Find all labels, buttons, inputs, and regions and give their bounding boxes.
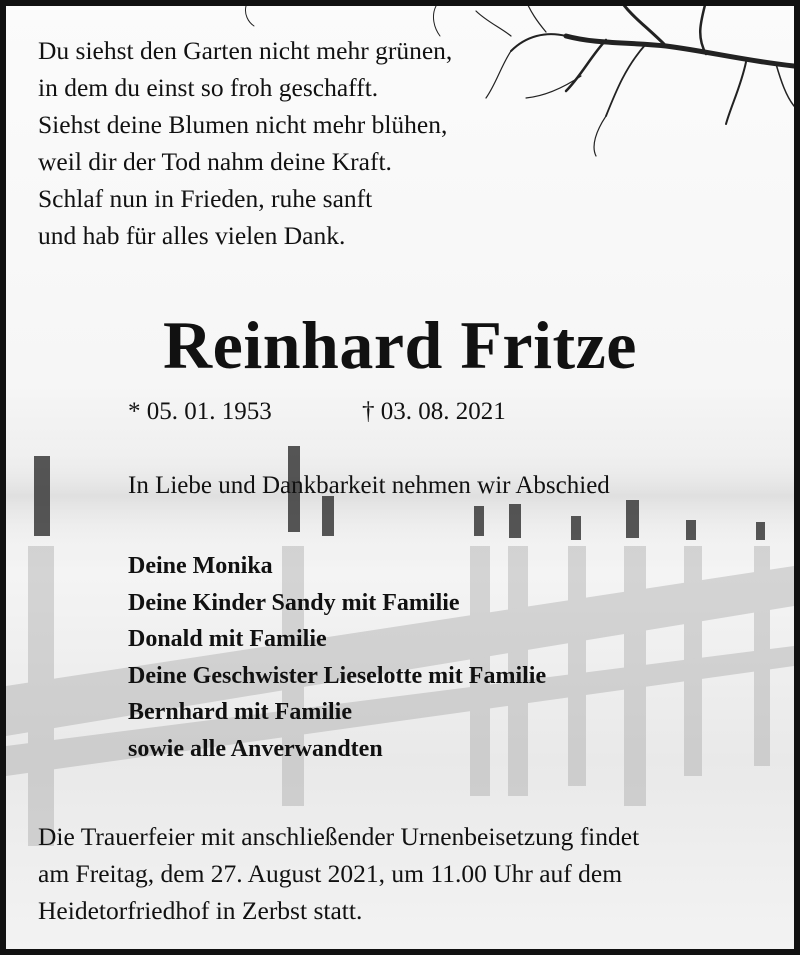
mourner-item: Bernhard mit Familie [128, 699, 352, 725]
mourner-item: sowie alle Anverwandten [128, 735, 383, 762]
poem [38, 32, 452, 254]
mourner-item: Deine Kinder Sandy mit Familie [128, 589, 460, 616]
service-line: Die Trauerfeier mit anschließender Urnenbeisetzung findet [38, 822, 640, 851]
deceased-name: Reinhard Fritze [163, 307, 637, 383]
mourner-item: Donald mit Familie [128, 626, 327, 652]
mourner-item: Deine Monika [128, 553, 273, 579]
funeral-service-info [38, 818, 639, 929]
poem-line: weil dir der Tod nahm deine Kraft. [38, 147, 392, 176]
poem-line: Siehst deine Blumen nicht mehr blühen, [38, 110, 448, 139]
farewell-intro: In Liebe und Dankbarkeit nehmen wir Abschied [128, 472, 610, 499]
service-line: Heidetorfriedhof in Zerbst statt. [38, 896, 363, 925]
death-date: † 03. 08. 2021 [362, 398, 506, 425]
birth-date: * 05. 01. 1953 [128, 398, 272, 425]
poem-line: Schlaf nun in Frieden, ruhe sanft [38, 184, 373, 213]
service-line: am Freitag, dem 27. August 2021, um 11.00 Uhr auf dem [38, 859, 623, 888]
poem-line: in dem du einst so froh geschafft. [38, 73, 379, 102]
poem-line: und hab für alles vielen Dank. [38, 221, 346, 250]
mourner-item: Deine Geschwister Lieselotte mit Familie [128, 662, 547, 689]
poem-line: Du siehst den Garten nicht mehr grünen, [38, 36, 453, 65]
mourners-list [128, 548, 546, 767]
